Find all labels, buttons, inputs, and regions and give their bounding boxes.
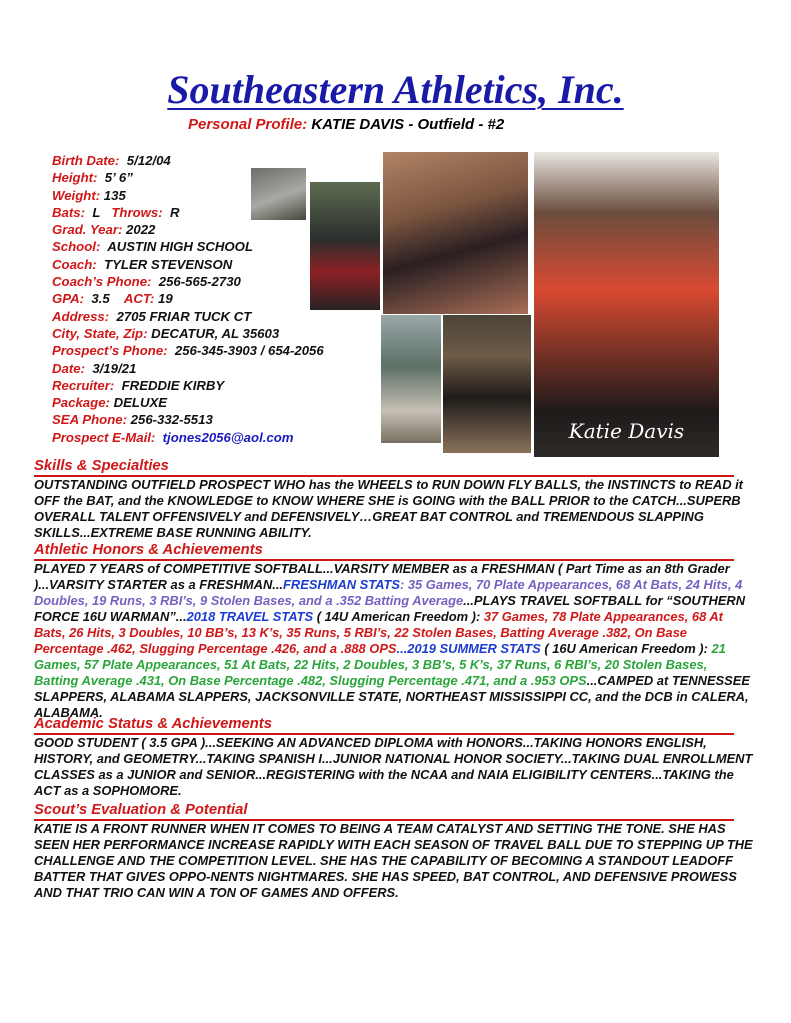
academic-body: GOOD STUDENT ( 3.5 GPA )...SEEKING AN ADVANCED DIPLOMA with HONORS...TAKING HONORS ENGLISH, HISTORY, and GEOMETRY...TAKING SPANISH I...JUNIOR NATIONAL HONOR SOCIETY...TAKING DUAL ENROLLMENT CLASSES as a JUNIOR and SENIOR...REGISTERING with the NCAA and NAIA ELIGIBILITY CENTERS...TAKING the ACT as a SOPHOMORE.	[34, 735, 753, 798]
photo-running-bases	[383, 152, 528, 314]
academic-heading: Academic Status & Achievements	[34, 716, 734, 735]
info-gpa-act: GPA: 3.5 ACT: 19	[52, 291, 173, 307]
info-recruiter: Recruiter: FREDDIE KIRBY	[52, 377, 225, 393]
info-package: Package: DELUXE	[52, 395, 168, 411]
subtitle-label: Personal Profile:	[188, 116, 308, 133]
photo-batting-stance	[381, 315, 441, 443]
signature-caption: Katie Davis	[568, 419, 685, 443]
page-title: Southeastern Athletics, Inc.	[167, 67, 624, 112]
info-coach: Coach: TYLER STEVENSON	[52, 256, 233, 272]
info-address: Address: 2705 FRIAR TUCK CT	[52, 308, 252, 324]
scout-body: KATIE IS A FRONT RUNNER WHEN IT COMES TO BEING A TEAM CATALYST AND SETTING THE TONE. SHE HAS SEEN HER PERFORMANCE INCREASE RAPIDLY WITH EACH SEASON OF TRAVEL BALL DUE TO STEPPING UP THE CHALLENGE AND THE COMPETITION LEVEL. SHE HAS THE CAPABILITY OF BECOMING A STANDOUT LEADOFF BATTER THAT GIVES OPPO-NENTS NIGHTMARES. SHE HAS SPEED, BAT CONTROL, AND DEFENSIVE PROWESS AND THAT TRIO CAN WIN A TON OF GAMES AND OFFERS.	[34, 821, 753, 900]
info-grad-year: Grad. Year: 2022	[52, 222, 156, 238]
academic-section	[34, 716, 754, 799]
info-sea-phone: SEA Phone: 256-332-5513	[52, 412, 213, 428]
info-weight: Weight: 135	[52, 187, 126, 203]
info-bats-throws: Bats: L Throws: R	[52, 204, 180, 220]
photo-glove-portrait	[534, 152, 719, 457]
profile-subtitle	[188, 116, 504, 133]
skills-heading: Skills & Specialties	[34, 458, 734, 477]
info-school: School: AUSTIN HIGH SCHOOL	[52, 239, 253, 255]
photo-batting-swing	[251, 168, 306, 220]
skills-section	[34, 458, 754, 541]
skills-body: OUTSTANDING OUTFIELD PROSPECT WHO has the WHEELS to RUN DOWN FLY BALLS, the INSTINCTS to READ it OFF the BAT, and the KNOWLEDGE to KNOW WHERE SHE is GOING with the BALL PRIOR to the CATCH...SUPERB OVERALL TALENT OFFENSIVELY and DEFENSIVELY…GREAT BAT CONTROL and TREMENDOUS SLAPPING SKILLS...EXTREME BASE RUNNING ABILITY.	[34, 477, 743, 540]
subtitle-value: KATIE DAVIS - Outfield - #2	[311, 116, 505, 133]
scout-section	[34, 802, 754, 901]
photo-helmet-portrait	[310, 182, 380, 310]
info-coach-phone: Coach’s Phone: 256-565-2730	[52, 274, 241, 290]
info-date: Date: 3/19/21	[52, 360, 137, 376]
photo-batting-cage	[443, 315, 531, 453]
honors-section	[34, 542, 754, 721]
info-email[interactable]: Prospect E-Mail: tjones2056@aol.com	[52, 429, 294, 445]
honors-heading: Athletic Honors & Achievements	[34, 542, 734, 561]
info-birth-date: Birth Date: 5/12/04	[52, 153, 171, 168]
info-city-state-zip: City, State, Zip: DECATUR, AL 35603	[52, 325, 280, 341]
honors-body: PLAYED 7 YEARS of COMPETITIVE SOFTBALL...VARSITY MEMBER as a FRESHMAN ( Part Time as an 8th Grader )...VARSITY STARTER as a FRESHMAN...FRESHMAN STATS: 35 Games, 70 Plate Appearances, 68 At Bats, 24 Hits, 4 Doubles, 19 Runs, 3 RBI’s, 9 Stolen Bases, and a .352 Batting Average...PLAYS TRAVEL SOFTBALL for “SOUTHERN FORCE 16U WARMAN”...2018 TRAVEL STATS ( 14U American Freedom ): 37 Games, 78 Plate Appearances, 68 At Bats, 26 Hits, 3 Doubles, 10 BB’s, 13 K’s, 35 Runs, 5 RBI’s, 22 Stolen Bases, Batting Average .382, On Base Percentage .462, Slugging Percentage .426, and a .888 OPS...2019 SUMMER STATS ( 16U American Freedom ): 21 Games, 57 Plate Appearances, 51 At Bats, 22 Hits, 2 Doubles, 3 BB’s, 5 K’s, 37 Runs, 6 RBI’s, 20 Stolen Bases, Batting Average .431, On Base Percentage .482, Slugging Percentage .471, and a .953 OPS...CAMPED at TENNESSEE SLAPPERS, ALABAMA SLAPPERS, JACKSONVILLE STATE, NORTHEAST MISSISSIPPI CC, and the DCB in CALERA, ALABAMA.	[34, 561, 750, 720]
scout-heading: Scout’s Evaluation & Potential	[34, 802, 734, 821]
info-height: Height: 5’ 6”	[52, 170, 133, 186]
info-prospect-phone: Prospect’s Phone: 256-345-3903 / 654-2056	[52, 343, 324, 359]
